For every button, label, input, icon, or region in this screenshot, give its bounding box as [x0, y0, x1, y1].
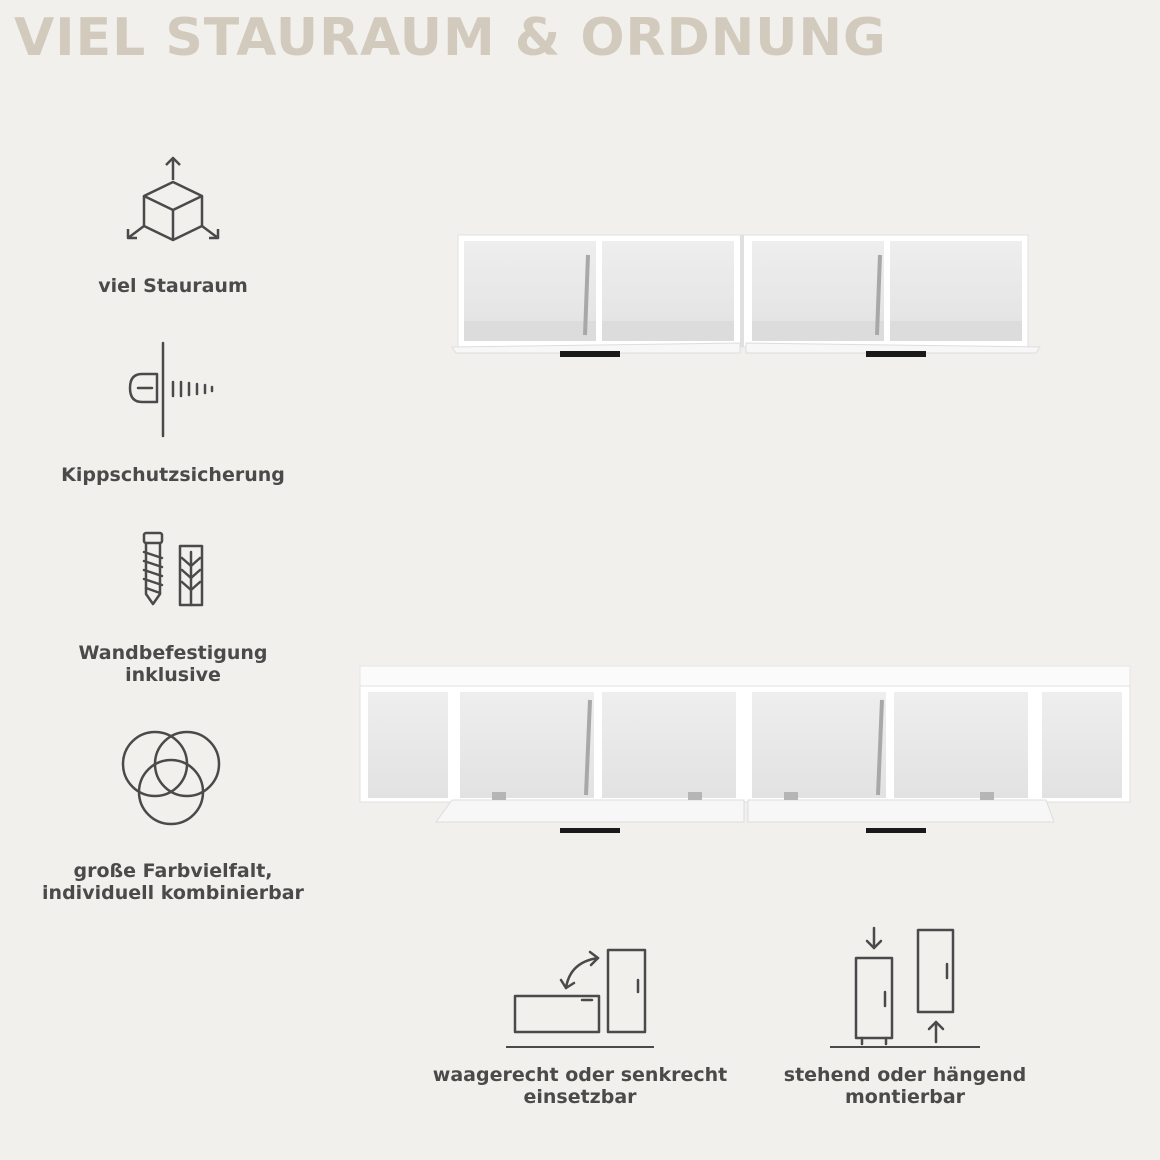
screw-dowel-icon — [100, 528, 246, 608]
feature-label-line: große Farbvielfalt, — [73, 860, 273, 882]
feature-label-line: Wandbefestigung — [78, 642, 268, 664]
bottom-feature-label-line: waagerecht oder senkrecht — [432, 1064, 728, 1086]
feature-label — [48, 464, 298, 486]
feature-wall-mount — [100, 528, 246, 618]
expand-cube-icon — [100, 152, 246, 252]
divider — [830, 1046, 980, 1048]
bottom-feature-label-line: montierbar — [844, 1086, 966, 1108]
upper-cabinet-image — [440, 225, 1052, 365]
standing-hanging-icon — [830, 924, 980, 1048]
feature-storage — [100, 152, 246, 256]
feature-label — [48, 642, 298, 686]
feature-label-line: inklusive — [125, 664, 221, 686]
feature-colors — [100, 726, 246, 846]
bottom-feature-label — [420, 1064, 740, 1108]
lower-cabinet-image — [356, 660, 1136, 840]
divider — [506, 1046, 654, 1048]
feature-label — [73, 275, 273, 297]
bottom-feature-label-line: einsetzbar — [523, 1086, 637, 1108]
feature-label-line: individuell kombinierbar — [42, 882, 304, 904]
feature-label-line: Kippschutzsicherung — [61, 464, 285, 486]
bottom-feature-label-line: stehend oder hängend — [783, 1064, 1027, 1086]
anti-tip-screw-icon — [100, 340, 246, 440]
feature-label-line: viel Stauraum — [98, 275, 248, 297]
rotate-orientation-icon — [506, 944, 656, 1044]
feature-label — [23, 860, 323, 904]
feature-anti-tip — [100, 340, 246, 450]
bottom-feature-label — [745, 1064, 1065, 1108]
color-circles-icon — [100, 726, 246, 830]
page-title: VIEL STAURAUM & ORDNUNG — [14, 8, 887, 68]
